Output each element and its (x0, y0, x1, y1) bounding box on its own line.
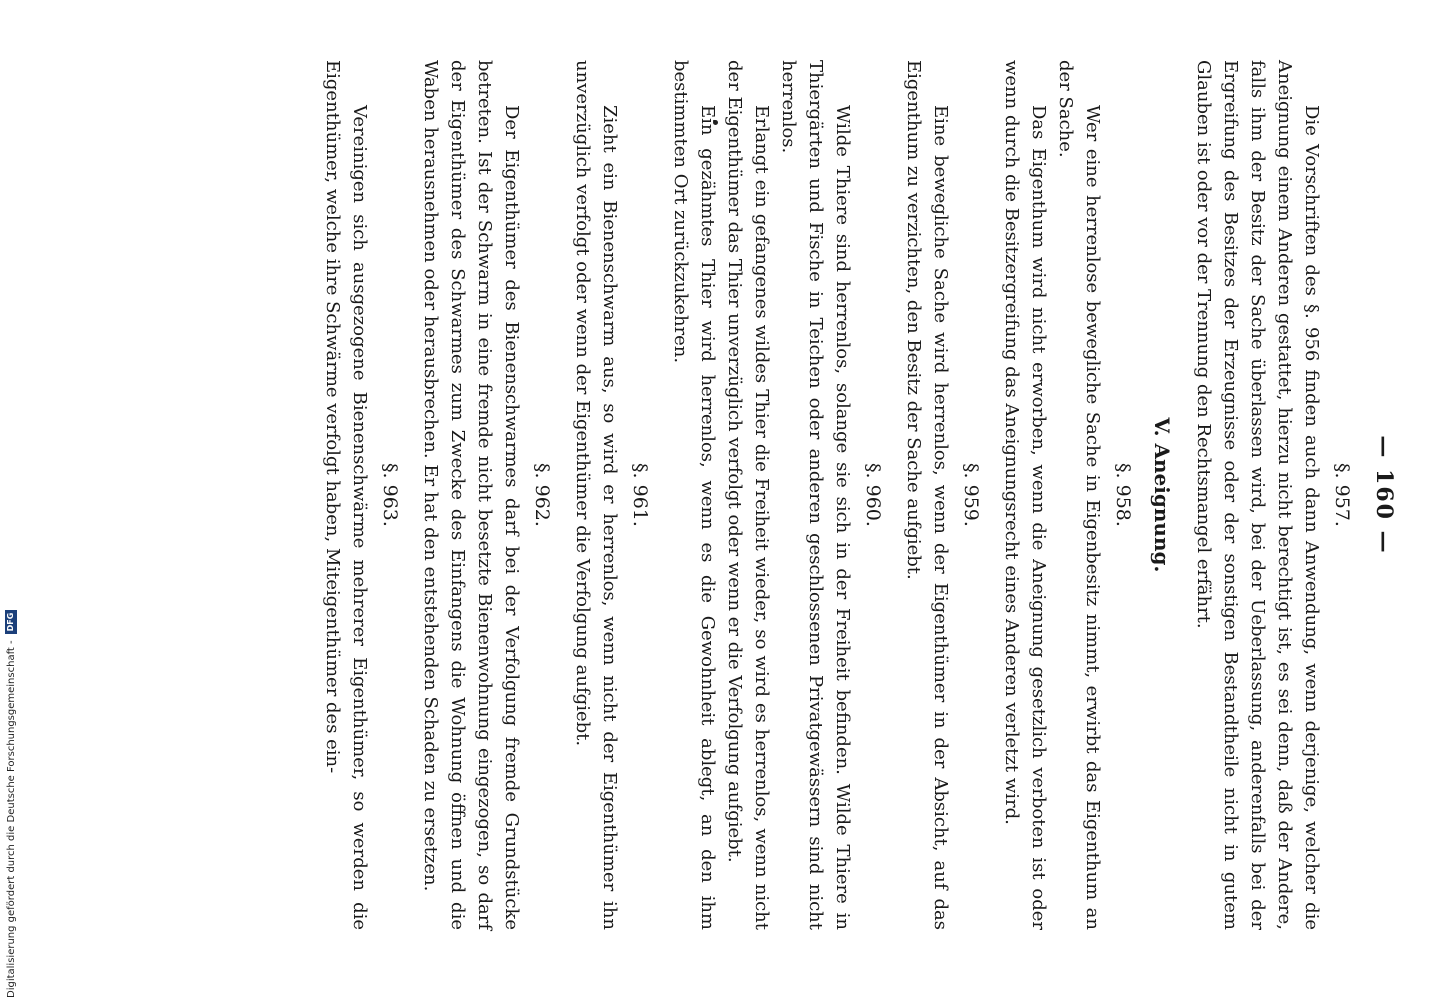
section-heading: §. 959. (960, 463, 982, 527)
section-heading: §. 963. (379, 463, 401, 527)
dfg-logo: DFG (5, 610, 17, 635)
section-960 (667, 60, 884, 930)
paragraph: Der Eigenthümer des Bienenschwarmes darf bei der Verfolgung fremde Grundstücke betreten. Ist der Schwarm in eine fremde nicht besetzte Bienenwohnung eingezogen, so darf der Eigenthümer des Schwarmes zum Zwecke des Einfangens die Wohnung öffnen und die Waben herausnehmen oder herausbrechen. Er hat den entstehenden Schaden zu ersetzen. (420, 60, 522, 930)
rotated-text-block (125, 0, 1455, 1000)
section-heading: §. 957. (1331, 463, 1353, 527)
paragraph: Die Vorschriften des §. 956 finden auch dann Anwendung, wenn derjenige, welcher die Aneignung einem Anderen gestattet, hierzu nicht berechtigt ist, es sei denn, daß der Andere, falls ihm der Besitz der Sache überlassen wird, bei der Ueberlassung, anderenfalls bei der Ergreifung des Besitzes der Erzeugnisse oder der sonstigen Bestandtheile nicht in gutem Glauben ist oder vor der Trennung den Rechtsmangel erfährt. (1193, 60, 1322, 930)
paragraph: Vereinigen sich ausgezogene Bienenschwärme mehrerer Eigenthümer, so werden die Eigenthümer, welche ihre Schwärme verfolgt haben, Miteigenthümer des ein- (322, 60, 370, 930)
paragraph: Ein gezähmtes Thier wird herrenlos, wenn es die Gewohnheit ablegt, an den ihm bestimmten Ort zurückzukehren. (670, 60, 718, 930)
paragraph: Wer eine herrenlose bewegliche Sache in Eigenbesitz nimmt, erwirbt das Eigenthum an der Sache. (1055, 60, 1103, 930)
paragraph: Eine bewegliche Sache wird herrenlos, wenn der Eigenthümer in der Absicht, auf das Eigenthum zu verzichten, den Besitz der Sache aufgiebt. (903, 60, 951, 930)
section-heading: §. 961. (629, 463, 651, 527)
section-heading: §. 958. (1112, 463, 1134, 527)
section-959 (900, 60, 982, 930)
section-957 (1190, 60, 1353, 930)
paragraph: Erlangt ein gefangenes wildes Thier die Freiheit wieder, so wird es herrenlos, wenn nicht der Eigenthümer das Thier unverzüglich verfolgt oder wenn er die Verfolgung aufgiebt. (724, 60, 772, 930)
paragraph: Wilde Thiere sind herrenlos, solange sie sich in der Freiheit befinden. Wilde Thiere in Thiergärten und Fische in Teichen oder anderen geschlossenen Privatgewässern sind nicht herrenlos. (778, 60, 853, 930)
section-961 (569, 60, 651, 930)
digitization-note-text: Digitalisierung gefördert durch die Deutsche Forschungsgemeinschaft - (5, 640, 17, 998)
chapter-title: V. Aneignung. (1150, 417, 1174, 573)
section-heading: §. 962. (531, 463, 553, 527)
section-heading: §. 960. (862, 463, 884, 527)
digitization-note (4, 18, 18, 998)
section-962 (417, 60, 553, 930)
page-number: — 160 — (1371, 435, 1397, 555)
section-963 (319, 60, 401, 930)
section-958 (998, 60, 1134, 930)
paragraph: Zieht ein Bienenschwarm aus, so wird er herrenlos, wenn nicht der Eigenthümer ihn unverzüglich verfolgt oder wenn der Eigenthümer die Verfolgung aufgiebt. (572, 60, 620, 930)
paragraph: Das Eigenthum wird nicht erworben, wenn die Aneignung gesetzlich verboten ist oder wenn durch die Besitzergreifung das Aneignungsrecht eines Anderen verletzt wird. (1001, 60, 1049, 930)
